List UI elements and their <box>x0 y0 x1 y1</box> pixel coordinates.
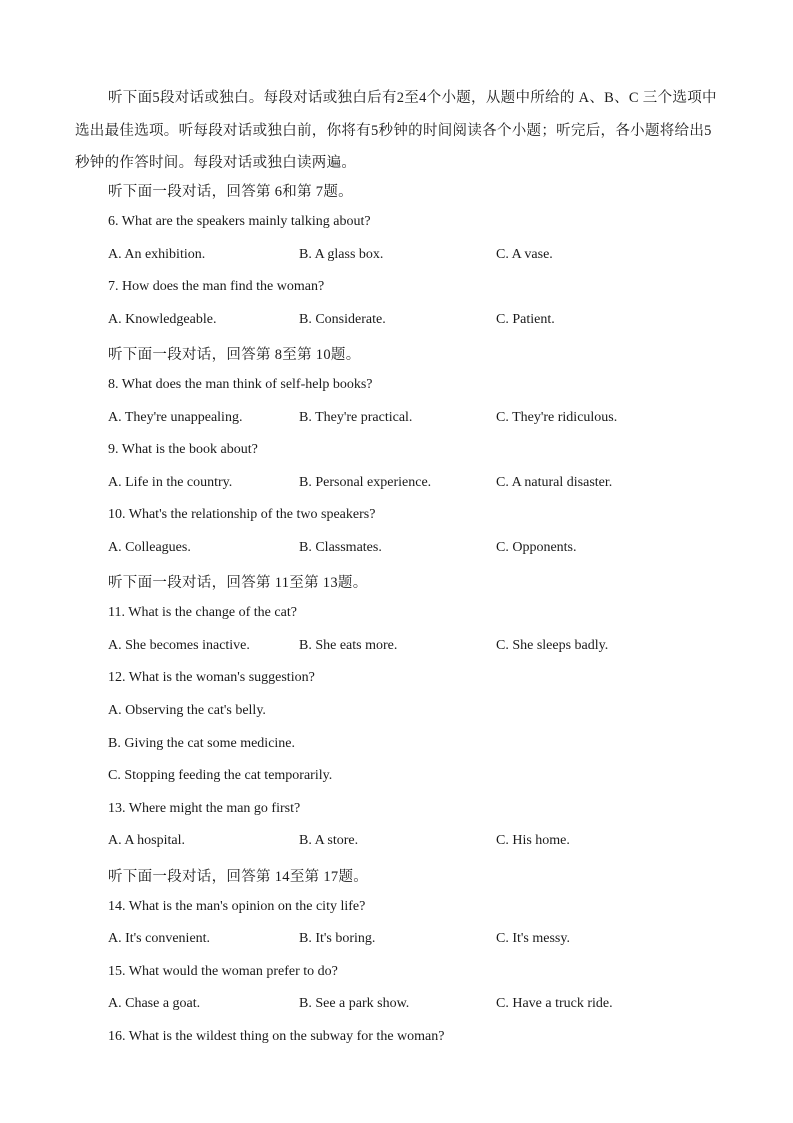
section-header: 听下面一段对话，回答第 14至第 17题。 <box>108 869 369 885</box>
question-7: 7. How does the man find the woman? <box>108 279 325 294</box>
question-13: 13. Where might the man go first? <box>108 801 301 816</box>
question-14: 14. What is the man's opinion on the city life? <box>108 899 366 914</box>
section-header: 听下面一段对话，回答第 8至第 10题。 <box>108 347 361 363</box>
option-b: B. See a park show. <box>299 996 410 1011</box>
option-c: C. Have a truck ride. <box>496 996 613 1011</box>
question-10: 10. What's the relationship of the two speakers? <box>108 507 376 522</box>
option-a: A. An exhibition. <box>108 247 206 262</box>
option-c: C. It's messy. <box>496 931 570 946</box>
option-a: A. Life in the country. <box>108 475 233 490</box>
option-a: A. Colleagues. <box>108 540 191 555</box>
question-9: 9. What is the book about? <box>108 442 258 457</box>
option-a: A. Observing the cat's belly. <box>108 703 266 718</box>
option-b: B. A store. <box>299 833 359 848</box>
option-b: B. She eats more. <box>299 638 398 653</box>
question-15: 15. What would the woman prefer to do? <box>108 964 338 979</box>
option-a: A. Knowledgeable. <box>108 312 217 327</box>
option-b: B. Classmates. <box>299 540 382 555</box>
option-a: A. She becomes inactive. <box>108 638 250 653</box>
option-a: A. Chase a goat. <box>108 996 201 1011</box>
option-a: A. A hospital. <box>108 833 186 848</box>
option-c: C. She sleeps badly. <box>496 638 609 653</box>
option-b: B. It's boring. <box>299 931 376 946</box>
option-c: C. A vase. <box>496 247 553 262</box>
option-a: A. They're unappealing. <box>108 410 243 425</box>
question-11: 11. What is the change of the cat? <box>108 605 297 620</box>
option-b: B. Giving the cat some medicine. <box>108 736 296 751</box>
option-b: B. A glass box. <box>299 247 384 262</box>
question-8: 8. What does the man think of self-help books? <box>108 377 373 392</box>
question-6: 6. What are the speakers mainly talking about? <box>108 214 371 229</box>
option-b: B. Considerate. <box>299 312 386 327</box>
option-c: C. A natural disaster. <box>496 475 613 490</box>
option-b: B. Personal experience. <box>299 475 432 490</box>
section-header: 听下面一段对话，回答第 11至第 13题。 <box>108 575 368 591</box>
option-c: C. They're ridiculous. <box>496 410 618 425</box>
option-c: C. His home. <box>496 833 570 848</box>
question-16: 16. What is the wildest thing on the subway for the woman? <box>108 1029 445 1044</box>
question-12: 12. What is the woman's suggestion? <box>108 670 315 685</box>
section-header: 听下面一段对话，回答第 6和第 7题。 <box>108 184 353 200</box>
listening-instructions: 听下面5段对话或独白。每段对话或独白后有2至4个小题，从题中所给的 A、B、C 三个选项中选出最佳选项。听每段对话或独白前，你将有5秒钟的时间阅读各个小题；听完后，各小题将给出5秒钟的作答时间。每段对话或独白读两遍。 <box>75 90 717 171</box>
option-c: C. Opponents. <box>496 540 577 555</box>
option-a: A. It's convenient. <box>108 931 211 946</box>
option-c: C. Stopping feeding the cat temporarily. <box>108 768 333 783</box>
option-b: B. They're practical. <box>299 410 413 425</box>
option-c: C. Patient. <box>496 312 555 327</box>
